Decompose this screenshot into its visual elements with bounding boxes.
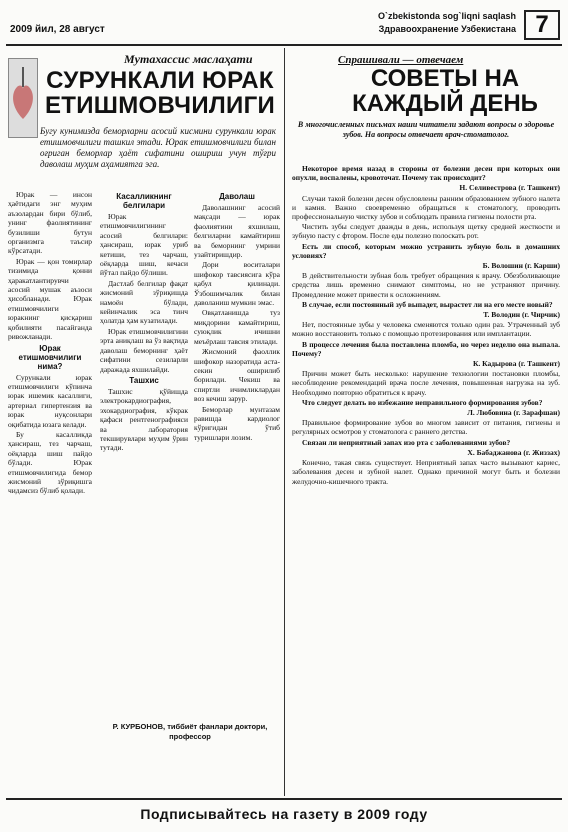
column-divider	[284, 48, 285, 796]
masthead-ru: Здравоохранение Узбекистана	[378, 24, 516, 34]
heart-icon	[9, 59, 37, 137]
paragraph: Овқатланишда туз миқдорини камайтириш, суюқлик ичишни меъёрлаш тавсия этилади.	[194, 308, 280, 346]
paragraph: Беморлар мунтазам равишда кардиолог кўригидан ўтиб туришлари лозим.	[194, 404, 280, 442]
answer-paragraph: Конечно, такая связь существует. Неприятный запах часто вызывают кариес, заболевания десен и зубной налет. Однако причиной могут быть и болезни желудочно-кишечного тракта.	[292, 458, 560, 486]
left-column-1	[8, 190, 92, 790]
paragraph: Дастлаб белгилар фақат жисмоний зўриқишда намоён бўлади, кейинчалик эса тинч ҳолатда ҳам кузатилади.	[100, 278, 188, 326]
question: Есть ли способ, которым можно устранить зубную боль в домашних условиях?	[292, 241, 560, 260]
paragraph: Дори воситалари шифокор тавсиясига кўра қабул қилинади. Ўзбошимчалик билан даволаниш мумкин эмас.	[194, 260, 280, 308]
question: Что следует делать во избежание неправильного формирования зубов?	[302, 397, 543, 407]
left-headline: СУРУНКАЛИ ЮРАК ЕТИШМОВЧИЛИГИ	[44, 67, 276, 119]
question-author: Л. Любовина (г. Зарафшан)	[467, 408, 560, 418]
paragraph: Жисмоний фаоллик шифокор назоратида аста-секин оширилиб борилади. Чекиш ва спиртли ичимликлардан воз кечиш зарур.	[194, 347, 280, 404]
question: Связан ли неприятный запах изо рта с заболеваниями зубов?	[302, 437, 511, 447]
left-column-3	[194, 190, 280, 720]
paragraph: Юрак етишмовчилигини эрта аниқлаш ва ўз вақтида даволаш беморнинг ҳаёт сифатини сезиларли даражада яхшилайди.	[100, 326, 188, 374]
paragraph: Юрак — инсон ҳаётидаги энг муҳим аъзолардан бири бўлиб, унинг фаолиятининг бузилиши бутун организмга таъсир кўрсатади.	[8, 190, 92, 256]
paragraph: Даволашнинг асосий мақсади — юрак фаолиятини яхшилаш, белгиларни камайтириш ва беморнинг умрини узайтиришдир.	[194, 203, 280, 260]
question: В случае, если постоянный зуб выпадет, вырастет ли на его месте новый?	[302, 299, 553, 309]
masthead	[378, 10, 516, 36]
subheading: Ташхис	[129, 375, 159, 385]
subheading: Касалликнинг белгилари	[116, 192, 172, 210]
page-header	[6, 6, 562, 46]
answer-paragraph: Нет, постоянные зубы у человека сменяются только один раз. Утраченный зуб можно восстановить только с помощью протезирования или имплантации.	[292, 320, 560, 339]
page-number: 7	[524, 10, 560, 40]
left-column-2	[100, 190, 188, 790]
answer-paragraph: Чистить зубы следует дважды в день, используя щетку средней жесткости и зубную пасту с фтором. После еды полезно полоскать рот.	[292, 222, 560, 241]
paragraph: Сурункали юрак етишмовчилиги кўпинча юрак ишемик касаллиги, артериал гипертензия ва юрак нуқсонлари оқибатида юзага келади.	[8, 372, 92, 429]
question: В процессе лечения была поставлена пломба, но через неделю она выпала. Почему?	[292, 339, 560, 358]
left-kicker: Мутахассис маслаҳати	[124, 52, 253, 66]
answer-paragraph: Правильное формирование зубов во многом зависит от питания, гигиены и регулярных осмотров у стоматолога с раннего детства.	[292, 418, 560, 437]
question-author: К. Кадырова (г. Ташкент)	[472, 359, 560, 369]
question-author: Н. Селивестрова (г. Ташкент)	[459, 183, 560, 193]
question-author: Т. Володин (г. Чирчик)	[483, 310, 560, 320]
left-lead: Бугу кунимизда беморларни асосий кисмини сурункали юрак етишмовчилиги ташкил этади. Юрак етишмовчилиги билан оғриган беморлар ҳаёт сифатини ошириш учун тўғри даволаш муҳим аҳамиятга эга.	[40, 126, 276, 169]
subscription-banner: Подписывайтесь на газету в 2009 году	[6, 798, 562, 828]
right-kicker: Спрашивали — отвечаем	[338, 54, 464, 66]
right-lead: В многочисленных письмах наши читатели задают вопросы о здоровье зубов. На вопросы отвечает врач-стоматолог.	[297, 120, 555, 139]
right-headline: СОВЕТЫ НА КАЖДЫЙ ДЕНЬ	[352, 65, 538, 117]
qa-body	[292, 164, 560, 794]
right-article	[290, 50, 562, 795]
paragraph: Ташхис қўйишда электрокардиография, эхокардиография, кўкрак қафаси рентгенографияси ва лаборатория текширувлари муҳим ўрин тутади.	[100, 386, 188, 453]
left-article	[6, 50, 280, 795]
question-author: Б. Волошин (г. Карши)	[482, 261, 560, 271]
subheading: Даволаш	[219, 192, 255, 201]
left-author-signature: Р. КУРБОНОВ, тиббиёт фанлари доктори, профессор	[112, 722, 268, 741]
paragraph: Бу касалликда ҳансираш, тез чарчаш, оёқларда шиш пайдо бўлади. Юрак етишмовчилигида бемор жисмоний зўриқишга чидамсиз бўлиб қолади.	[8, 429, 92, 496]
answer-paragraph: Случаи такой болезни десен обусловлены ранним образованием зубного налета и камня. Важно своевременно обращаться к стоматологу, проводить профессиональную чистку зубов и соблюдать правила гигиены полости рта.	[292, 193, 560, 222]
answer-paragraph: Причин может быть несколько: нарушение технологии постановки пломбы, несоблюдение рекомендаций врача после лечения, повышенная нагрузка на зуб. Необходимо повторно обратиться к врачу.	[292, 369, 560, 397]
answer-paragraph: В действительности зубная боль требует обращения к врачу. Обезболивающие средства лишь временно снимают симптомы, но не устраняют причину. Промедление может привести к осложнениям.	[292, 271, 560, 299]
question-author: Х. Бабаджанова (г. Жиззах)	[467, 447, 560, 457]
paragraph: Юрак етишмовчилигининг асосий белгилари: ҳансираш, юрак уриб кетиши, тез чарчаш, оёқларда шиш, кечаси йўтал пайдо бўлиши.	[100, 212, 188, 278]
heart-illustration	[8, 58, 38, 138]
paragraph: Юрак — қон томирлар тизимида қонни ҳаракатлантирувчи асосий мушак аъзоси ҳисобланади. Юрак етишмовчилиги юракнинг қисқариш қобилияти пасайганда ривожланади.	[8, 256, 92, 342]
subheading: Юрак етишмовчилиги нима?	[18, 343, 82, 371]
issue-date: 2009 йил, 28 август	[10, 24, 105, 35]
masthead-uz: O`zbekistonda sog`liqni saqlash	[377, 11, 516, 21]
question: Некоторое время назад в стороны от болезни десен при которых они опухли, воспалены, кровоточат. Почему так происходит?	[292, 164, 560, 183]
